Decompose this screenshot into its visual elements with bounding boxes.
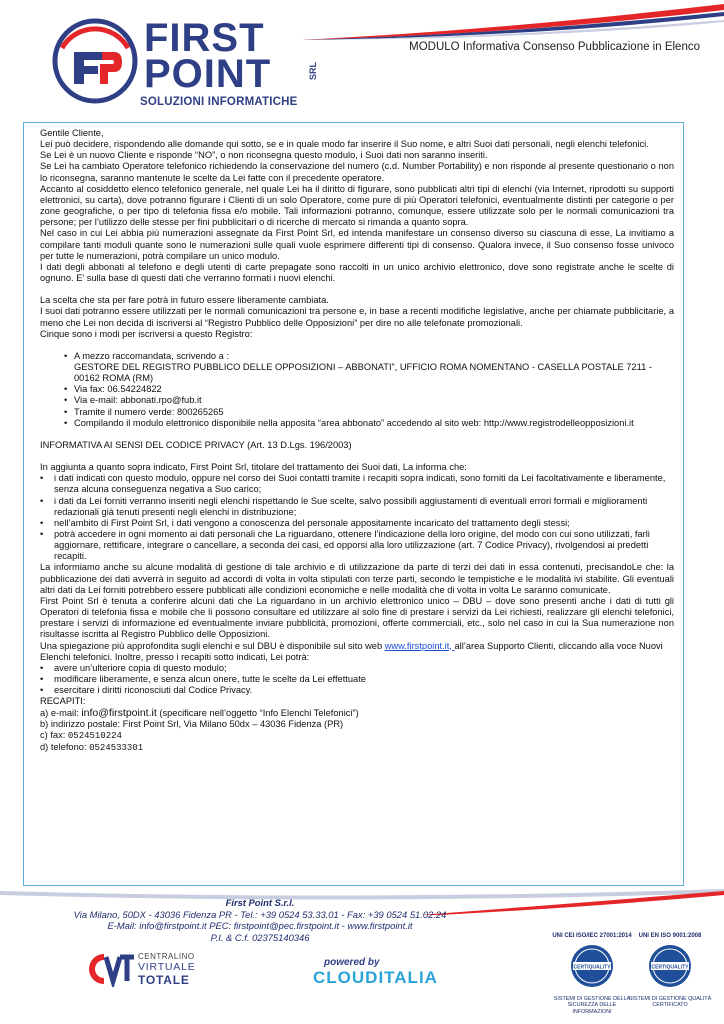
intro-paragraph: Nel caso in cui Lei abbia più numerazioni assegnate da First Point Srl, ed intenda manifestare un consenso diverso su ciascuna di esse, La invitiamo a compilare tanti moduli quante sono le numerazioni sulle quali vuole esprimere differenti tipi di consenso. Qualora invece, il Suo consenso fosse univoco per tutte le numerazioni, potrà compilare un unico modulo. <box>40 228 674 261</box>
document-body <box>40 128 674 754</box>
list-item: • modificare liberamente, e senza alcun onere, tutte le scelte da Lei effettuate <box>40 674 366 685</box>
cert-badge-text: CERTIQUALITY <box>651 964 689 971</box>
list-item: • Via e-mail: abbonati.rpo@fub.it <box>64 395 202 406</box>
list-item: • avere un’ulteriore copia di questo modulo; <box>40 662 227 673</box>
intro-paragraph: Accanto al cosiddetto elenco telefonico generale, nel quale Lei ha il diritto di figurare, sono pubblicati altri tipi di elenchi (via Internet, riprodotti su supporti elettronici, su carta), dove potranno figurare i Clienti di un solo Operatore, come pure di più Operatori telefonici, eventualmente distinti per categorie o per zone geografiche, o per tipo di telefonia fissa e/o mobile. Tali informazioni potranno, comunque, essere utilizzate solo per le normali comunicazioni tra persone; per l’utilizzo delle stesse per fini pubblicitari o di ricerche di mercato si rimanda a quanto sopra. <box>40 183 674 228</box>
cert-foot: SISTEMI DI GESTIONE DELLA SICUREZZA DELLE INFORMAZIONI <box>553 996 631 1015</box>
recapiti-address: b) indirizzo postale: First Point Srl, Via Milano 50dx – 43036 Fidenza (PR) <box>40 718 344 729</box>
list-item: • nell’ambito di First Point Srl, i dati vengono a conoscenza del personale appositamente incaricato del trattamento degli stessi; <box>40 517 570 528</box>
registro-paragraph: Cinque sono i modi per iscriversi a questo Registro: <box>40 328 253 339</box>
cvt-line: CENTRALINO <box>138 952 195 961</box>
list-item: • i dati da Lei forniti verranno inseriti negli elenchi rispettando le Sue scelte, salvo possibili aggiustamenti di eventuali errori formali e miglioramenti redazionali già tenuti presenti negli elenchi in distribuzione; <box>40 495 648 517</box>
recapiti-heading: RECAPITI: <box>40 696 86 707</box>
list-item: • A mezzo raccomandata, scrivendo a : <box>64 350 230 361</box>
registro-paragraph: La scelta che sta per fare potrà in futuro essere liberamente cambiata. <box>40 295 329 306</box>
document-title: MODULO Informativa Consenso Pubblicazione in Elenco <box>409 41 700 53</box>
privacy-heading: INFORMATIVA AI SENSI DEL CODICE PRIVACY (Art. 13 D.Lgs. 196/2003) <box>40 439 352 450</box>
list-item: • potrà accedere in ogni momento ai dati personali che La riguardano, ottenere l’indicazione della loro origine, del modo con cui sono utilizzati, farli aggiornare, rettificare, integrare o cancellare, a seconda dei casi, ed opporsi alla loro utilizzazione (art. 7 Codice Privacy), rivolgendosi ai predetti recapiti. <box>40 529 650 562</box>
powered-by-label: powered by <box>324 957 380 968</box>
cert-foot: SISTEMI DI GESTIONE QUALITÀ CERTIFICATO <box>628 996 712 1009</box>
certification-27001 <box>548 933 636 1015</box>
clouditalia-logo: CLOUDITALIA <box>313 968 438 987</box>
cert-head: UNI CEI ISO/IEC 27001:2014 <box>552 933 632 939</box>
logo-subtitle: SOLUZIONI INFORMATICHE <box>140 96 298 108</box>
list-item: • i dati indicati con questo modulo, oppure nel corso dei Suoi contatti tramite i recapiti sopra indicati, sono forniti da Lei facoltativamente e liberamente, senza alcuna conseguenza negativa a Suo carico; <box>40 473 666 495</box>
greeting: Gentile Cliente, <box>40 128 104 138</box>
certiquality-badge-icon <box>647 943 693 989</box>
recapiti-phone: d) telefono: 0524533301 <box>40 741 144 753</box>
cvt-logo-icon <box>86 951 134 987</box>
cvt-line: VIRTUALE <box>138 961 196 973</box>
intro-paragraph: Se Lei ha cambiato Operatore telefonico richiedendo la conservazione del numero (c.d. Number Portability) e non risponde al presente questionario o non lo riconsegna, saranno mantenute le scelte da Lei fatte con il precedente operatore. <box>40 161 674 183</box>
privacy-paragraph: La informiamo anche su alcune modalità di gestione di tale archivio e di utilizzazione da parte di terzi dei dati in essa contenuti, precisandoLe che: la pubblicazione dei dati avverrà in seguito ad accordi di volta in volta stipulati con terze parti, secondo le tempistiche e le modalità ivi stabilite. Gli eventuali altri dati da Lei forniti potrebbero essere pubblicati alle condizioni economiche e nelle modalità che di volta in volta Le saranno comunicate. <box>40 562 674 595</box>
cert-head: UNI EN ISO 9001:2008 <box>638 933 702 939</box>
intro-paragraph: Lei può decidere, rispondendo alle domande qui sotto, se e in quale modo far inserire il Suo nome, e altri Suoi dati personali, negli elenchi telefonici. <box>40 139 649 150</box>
intro-paragraph: I dati degli abbonati al telefono e degli utenti di carte prepagate sono raccolti in un unico archivio elettronico, dove sono registrate anche le scelte di ognuno. E’ sulla base di questi dati che verranno formati i nuovi elenchi. <box>40 261 674 284</box>
recapiti-fax: c) fax: 0524510224 <box>40 729 122 741</box>
footer-company: First Point S.r.l. <box>225 897 295 908</box>
registro-paragraph: I suoi dati potranno essere utilizzati per le normali comunicazioni tra persone e, in base a recenti modifiche legislative, anche per chiamate pubblicitarie, a meno che Lei non decida di iscriversi al “Registro Pubblico delle Opposizioni” per dire no alle telefonate promozionali. <box>40 306 674 328</box>
logo-srl: SRL <box>308 62 318 80</box>
list-item: • Tramite il numero verde: 800265265 <box>64 406 224 417</box>
footer-address <box>20 897 500 943</box>
firstpoint-logo-icon <box>52 18 138 104</box>
certiquality-badge-icon <box>569 943 615 989</box>
header-swoosh <box>300 0 724 40</box>
cvt-line: TOTALE <box>138 973 190 987</box>
cert-badge-text: CERTIQUALITY <box>573 964 611 971</box>
certification-9001 <box>626 933 714 1009</box>
privacy-paragraph: In aggiunta a quanto sopra indicato, First Point Srl, titolare del trattamento dei Suoi dati, La informa che: <box>40 462 467 473</box>
email-link[interactable]: info@firstpoint.it <box>81 706 157 719</box>
logo-first-text: FIRST <box>144 16 265 60</box>
list-item: • Compilando il modulo elettronico disponibile nella apposita “area abbonato” accedendo al sito web: http://www.registrodelleopposizioni.it <box>64 417 634 428</box>
footer-line: E-Mail: info@firstpoint.it PEC: firstpoint@pec.firstpoint.it - www.firstpoint.it <box>107 920 413 931</box>
cvt-logo <box>86 949 226 989</box>
privacy-paragraph: First Point Srl è tenuta a conferire alcuni dati che La riguardano in un archivio elettronico unico – DBU – dove sono presenti anche i dati di tutti gli Operatori di telefonia fissa e mobile che li possono consultare ed utilizzare al solo fine di prestare i servizi da Lei richiesti, realizzare gli elenchi telefonici, prestare i servizi di informazione ed eventualmente inviare pubblicità, promozioni, offerte commerciali, etc., solo nel caso in cui la Sua numerazione non risultasse iscritta al Registro Pubblico delle Opposizioni. <box>40 595 674 640</box>
registro-address: GESTORE DEL REGISTRO PUBBLICO DELLE OPPOSIZIONI – ABBONATI”, UFFICIO ROMA NOMENTANO - CASELLA POSTALE 7211 - 00162 ROMA (RM) <box>74 361 652 384</box>
privacy-paragraph: Una spiegazione più approfondita sugli elenchi e sul DBU è disponibile sul sito web www.firstpoint.it, all’area Supporto Clienti, cliccando alla voce Nuovi Elenchi telefonici. Inoltre, presso i recapiti sotto indicati, Lei potrà: <box>40 640 663 662</box>
footer-line: P.I. & C.f. 02375140346 <box>210 931 310 943</box>
logo-wordmark-point: POINT <box>144 52 272 96</box>
recapiti-email: a) e-mail: info@firstpoint.it (specificare nell’oggetto “Info Elenchi Telefonici”) <box>40 706 359 719</box>
footer-line: Via Milano, 50DX - 43036 Fidenza PR - Tel.: +39 0524 53.33.01 - Fax: +39 0524 51.02.24 <box>73 908 447 920</box>
intro-paragraph: Se Lei è un nuovo Cliente e risponde “NO”, o non riconsegna questo modulo, i Suoi dati non saranno inseriti. <box>40 150 488 161</box>
list-item: • esercitare i diritti riconosciuti dal Codice Privacy. <box>40 685 253 696</box>
company-logo <box>52 14 322 106</box>
website-link[interactable]: www.firstpoint.it, <box>384 640 455 651</box>
list-item: • Via fax: 06.54224822 <box>64 384 162 395</box>
